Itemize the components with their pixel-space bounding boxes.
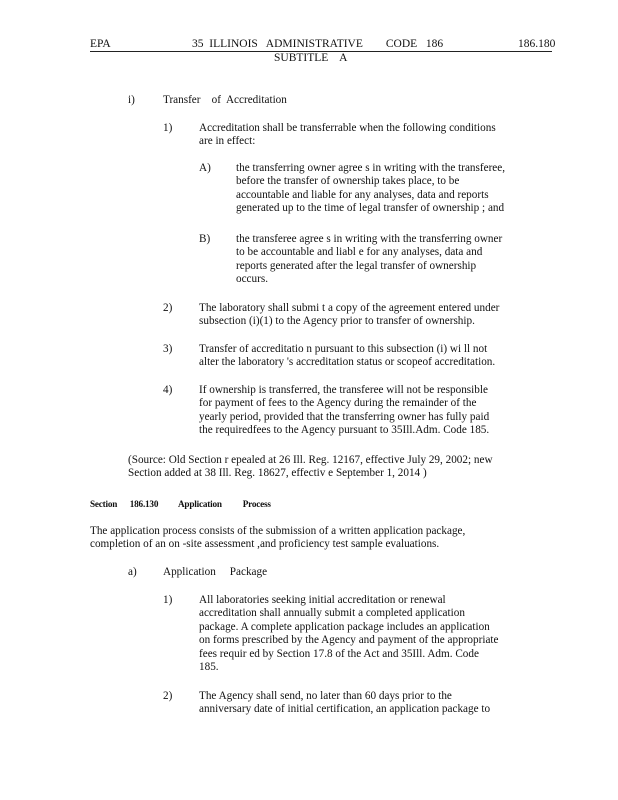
- item-marker: 2): [163, 302, 173, 314]
- item-marker: A): [199, 162, 211, 174]
- subsection-title-a: Application Package: [163, 566, 268, 578]
- header-subtitle: SUBTITLE A: [274, 52, 348, 64]
- subsection-marker-i: i): [128, 94, 135, 106]
- item-marker: 3): [163, 343, 173, 355]
- header-code-title: 35 ILLINOIS ADMINISTRATIVE CODE 186: [192, 38, 444, 50]
- item-marker: 1): [163, 594, 173, 606]
- item-text: All laboratories seeking initial accreditation or renewal accreditation shall annually submit a completed application package. A complete application package includes an application on forms prescribed by the Agency and payment of the appropriate fees requir ed by Section 17.8 of the Act and 35Ill. Adm. Code 185.: [199, 594, 499, 674]
- item-marker: 4): [163, 384, 173, 396]
- section-number: Section 186.130: [90, 499, 159, 509]
- item-marker: 2): [163, 690, 173, 702]
- item-text: the transferee agree s in writing with the transferring owner to be accountable and liabl e for any analyses, data and reports generated after the legal transfer of ownership occurs.: [236, 233, 503, 286]
- intro-paragraph: The application process consists of the submission of a written application package, completion of an on -site assessment ,and proficiency test sample evaluations.: [90, 525, 466, 551]
- subsection-title-i: Transfer of Accreditation: [163, 94, 287, 106]
- section-title: Application Process: [178, 499, 271, 509]
- item-text: Transfer of accreditatio n pursuant to this subsection (i) wi ll not alter the laboratory 's accreditation status or scopeof accreditation.: [199, 343, 496, 369]
- item-marker: B): [199, 233, 211, 245]
- item-text: The Agency shall send, no later than 60 days prior to the anniversary date of initial certification, an application package to: [199, 690, 491, 716]
- source-note: (Source: Old Section r epealed at 26 Ill. Reg. 12167, effective July 29, 2002; new Section added at 38 Ill. Reg. 18627, effectiv e September 1, 2014 ): [128, 454, 493, 480]
- item-text: If ownership is transferred, the transferee will not be responsible for payment of fees to the Agency during the remainder of the yearly period, provided that the transferring owner has fully paid the requiredfees to the Agency pursuant to 35Ill.Adm. Code 185.: [199, 384, 490, 437]
- item-marker: 1): [163, 122, 173, 134]
- item-text: Accreditation shall be transferrable when the following conditions are in effect:: [199, 122, 496, 148]
- header-agency: EPA: [90, 38, 111, 50]
- item-text: The laboratory shall submi t a copy of the agreement entered under subsection (i)(1) to the Agency prior to transfer of ownership.: [199, 302, 500, 328]
- item-text: the transferring owner agree s in writing with the transferee, before the transfer of ownership takes place, to be accountable and liable for any analyses, data and reports generated up to the time of legal transfer of ownership ; and: [236, 162, 506, 215]
- header-section-number: 186.180: [518, 38, 556, 50]
- subsection-marker-a: a): [128, 566, 137, 578]
